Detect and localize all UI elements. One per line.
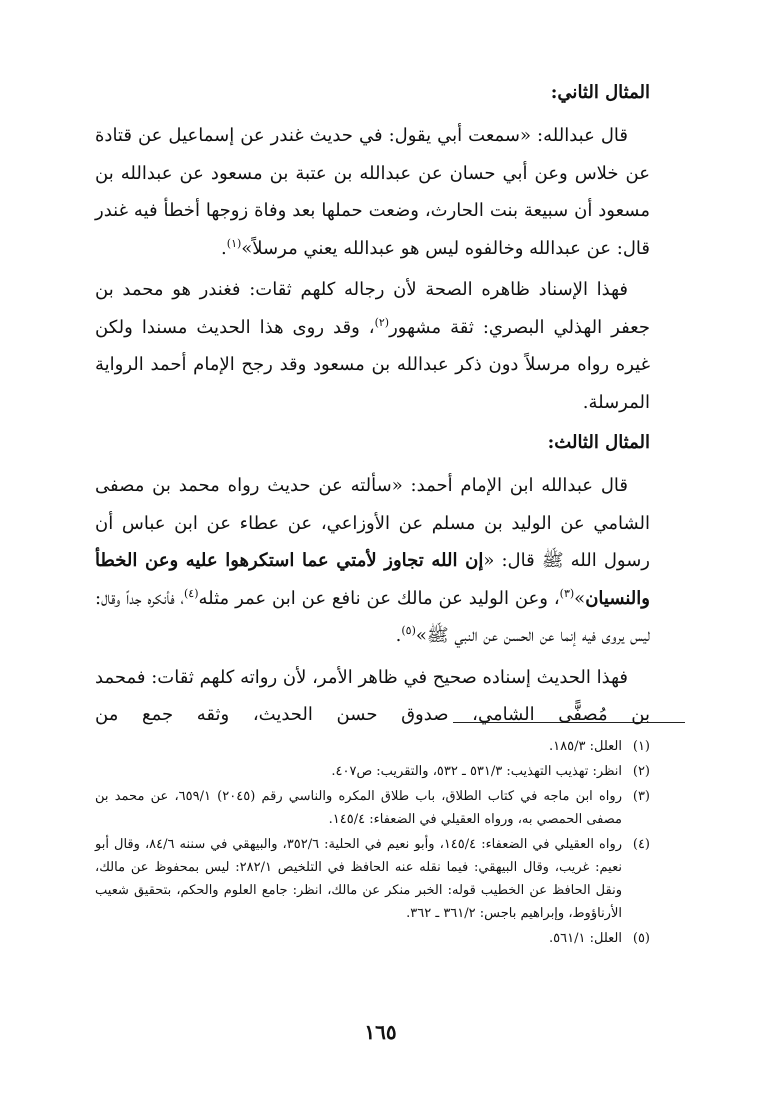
paragraph-text-continued: ، وقد روى هذا الحديث مسندا ولكن غيره رواه مرسلاً دون ذكر عبدالله بن مسعود وقد رجح الإمام أحمد الرواية المرسلة.: [95, 316, 650, 413]
page-number: ١٦٥: [364, 1020, 397, 1044]
footnotes: [95, 735, 650, 952]
paragraph-end: .: [221, 237, 227, 259]
footnote-number: (٣): [632, 789, 650, 804]
main-text: [95, 75, 650, 738]
footnote-divider: [453, 722, 685, 723]
footnote-text: العلل: ٥٦١/١.: [549, 931, 622, 946]
quote-close: »: [574, 587, 586, 609]
footnote-ref-2[interactable]: (٢): [374, 315, 390, 329]
footnote-text: رواه العقيلي في الضعفاء: ١٤٥/٤، وأبو نعيم في الحلية: ٣٥٢/٦، والبيهقي في سننه ٨٤/٦، وقال أبو نعيم: غريب، وقال البيهقي: فيما نقله عنه الحافظ في التلخيص ٢٨٢/١: ليس بمحفوظ عن مالك، ونقل الحافظ عن الخطيب قوله: الخبر منكر عن مالك، انظر: جامع العلوم والحكم، بتحقيق شعيب الأرناؤوط، وإبراهيم باجس: ٣٦١/٢ ـ ٣٦٢.: [95, 837, 623, 921]
paragraph-text: فهذا الإسناد ظاهره الصحة لأن رجاله كلهم ثقات: فغندر هو محمد بن جعفر الهذلي البصري: ثقة مشهور: [95, 279, 650, 338]
footnote-item: [95, 735, 650, 758]
paragraph-text: قال عبدالله: «سمعت أبي يقول: في حديث غندر عن إسماعيل عن قتادة عن خلاس وعن أبي حسان عن عبدالله بن عتبة بن مسعود عن عبدالله بن مسعود أن سبيعة بنت الحارث، وضعت حملها بعد وفاة زوجها أخطأ فيه غندر قال: عن عبدالله وخالفوه ليس هو عبدالله يعني مرسلاً»: [95, 125, 650, 259]
footnote-ref-4[interactable]: (٤): [183, 586, 199, 600]
footnote-number: (٥): [632, 931, 650, 946]
footnote-number: (٤): [632, 837, 650, 852]
footnote-number: (١): [632, 739, 650, 754]
footnote-ref-3[interactable]: (٣): [559, 586, 575, 600]
paragraph-example-2-analysis: [95, 271, 650, 421]
footnote-number: (٢): [632, 764, 650, 779]
paragraph-text-continued: ، وعن الوليد عن مالك عن نافع عن ابن عمر مثله: [198, 587, 560, 609]
paragraph-text: قال عبدالله ابن الإمام أحمد: «سألته عن حديث رواه محمد بن مصفى الشامي عن الوليد بن مسلم عن الأوزاعي، عن عطاء عن ابن عباس أن رسول الله ﷺ قال: «: [95, 475, 650, 571]
footnote-text: انظر: تهذيب التهذيب: ٥٣١/٣ ـ ٥٣٢، والتقريب: ص٤٠٧.: [331, 764, 622, 779]
hadith-text: إن الله تجاوز لأمتي عما استكرهوا عليه وعن الخطأ والنسيان: [95, 550, 650, 609]
footnote-item: [95, 785, 650, 831]
footnote-ref-5[interactable]: (٥): [401, 624, 416, 637]
paragraph-example-2-quote: [95, 117, 650, 267]
footnote-item: [95, 927, 650, 950]
footnote-item: [95, 833, 650, 925]
paragraph-text: فهذا الحديث إسناده صحيح في ظاهر الأمر، لأن رواته كلهم ثقات: فمحمد بن مُصفًّى الشامي، صدوق حسن الحديث، وثقه جمع من: [95, 666, 650, 725]
section-heading-example-2: المثال الثاني:: [550, 82, 650, 103]
footnote-text: العلل: ١٨٥/٣.: [549, 739, 622, 754]
paragraph-end: .: [395, 625, 402, 646]
paragraph-text-continued: ، فأنكره جداً وقال: ليس يروى فيه إنما عن الحسن عن النبي ﷺ»: [95, 587, 650, 646]
footnote-text: رواه ابن ماجه في كتاب الطلاق، باب طلاق المكره والناسي رقم (٢٠٤٥) ٦٥٩/١، عن محمد بن مصفى الحمصي به، ورواه العقيلي في الضعفاء: ١٤٥/٤.: [95, 789, 622, 827]
footnote-ref-1[interactable]: (١): [226, 236, 242, 250]
section-heading-example-3: المثال الثالث:: [547, 432, 650, 453]
paragraph-example-3-quote: [95, 467, 650, 655]
footnote-item: [95, 760, 650, 783]
